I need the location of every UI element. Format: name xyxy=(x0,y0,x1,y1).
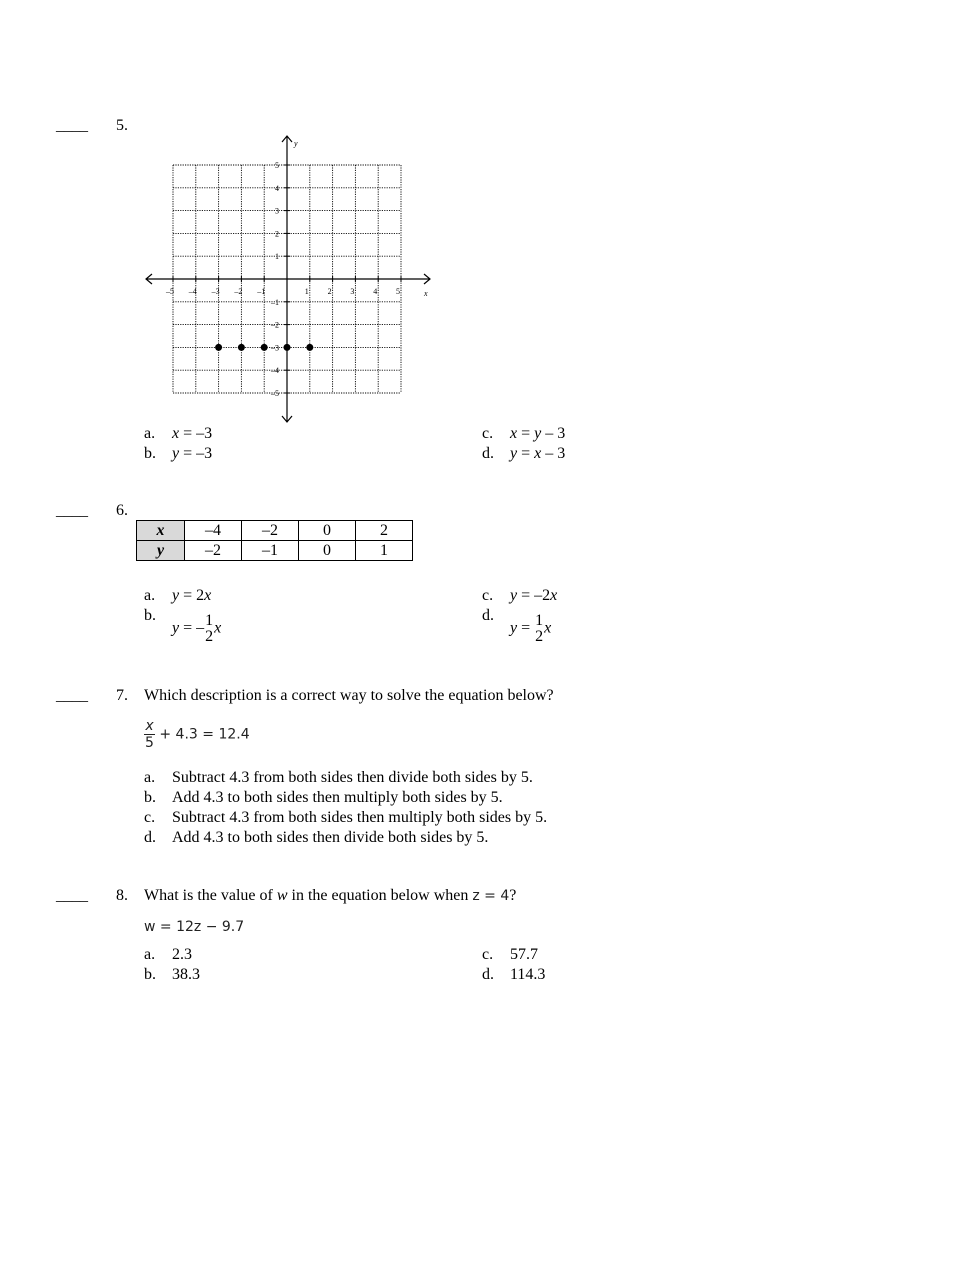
choice-7a[interactable] xyxy=(144,769,533,787)
choice-letter: b. xyxy=(144,607,156,624)
question-number-8: 8. xyxy=(116,887,128,904)
choice-text: – 3 xyxy=(541,425,566,442)
y-tick-label: 1 xyxy=(275,252,279,262)
fraction-denominator: 2 xyxy=(535,628,544,645)
axes xyxy=(146,136,430,422)
choice-8a[interactable] xyxy=(144,946,192,964)
data-point xyxy=(238,344,245,351)
y-tick-label: –1 xyxy=(271,297,279,307)
choice-var: y xyxy=(172,619,180,637)
choice-letter: d. xyxy=(144,829,156,846)
choice-var: x xyxy=(204,587,212,604)
x-tick-label: 2 xyxy=(327,287,332,296)
choice-var: y xyxy=(510,445,518,462)
choice-letter: d. xyxy=(482,966,494,983)
choice-letter: c. xyxy=(482,425,494,442)
x-tick-label: –4 xyxy=(188,287,197,296)
table-cell: –2 xyxy=(185,541,242,561)
choice-7b[interactable] xyxy=(144,789,503,807)
table-row-y xyxy=(137,541,413,561)
fraction-numerator: 1 xyxy=(535,612,544,629)
choice-var: y xyxy=(510,587,518,604)
coordinate-graph xyxy=(140,132,440,427)
question-var: w xyxy=(276,887,288,904)
choice-letter: c. xyxy=(482,946,494,963)
data-point xyxy=(261,344,268,351)
data-point xyxy=(306,344,313,351)
choice-letter: a. xyxy=(144,425,156,442)
choice-text: 38.3 xyxy=(172,966,200,983)
choice-var: x xyxy=(544,619,552,637)
table-header-x: x xyxy=(137,521,185,541)
answer-blank-6[interactable]: ____ xyxy=(56,502,88,519)
choice-5a[interactable] xyxy=(144,425,212,443)
x-tick-label: –2 xyxy=(234,287,243,296)
y-tick-label: –2 xyxy=(271,320,279,330)
choice-text: 2 xyxy=(196,587,205,604)
fraction xyxy=(535,613,543,645)
question-text: in the equation below when xyxy=(287,887,473,904)
y-tick-label: 5 xyxy=(275,161,279,170)
choice-text: = xyxy=(517,445,535,462)
choice-text: = –3 xyxy=(179,445,213,462)
table-cell: –1 xyxy=(242,541,299,561)
y-axis-label: y xyxy=(294,139,298,148)
question-number-7: 7. xyxy=(116,687,128,704)
choice-letter: d. xyxy=(482,607,494,624)
choice-text: = –3 xyxy=(179,425,213,442)
choice-letter: c. xyxy=(144,809,156,826)
choice-letter: c. xyxy=(482,587,494,604)
choice-text: 2.3 xyxy=(172,946,192,963)
x-tick-label: 5 xyxy=(396,287,400,296)
data-point xyxy=(215,344,222,351)
choice-5b[interactable] xyxy=(144,445,212,463)
choice-7c[interactable] xyxy=(144,809,547,827)
fraction-denominator: 5 xyxy=(145,735,154,751)
question-text: ? xyxy=(509,887,517,904)
equation-8: w = 12z − 9.7 xyxy=(144,919,245,935)
choice-letter: b. xyxy=(144,445,156,462)
y-tick-label: –4 xyxy=(271,366,279,376)
choice-6d[interactable] xyxy=(482,607,551,645)
choice-text: = xyxy=(517,587,535,604)
choice-var: x xyxy=(172,425,180,442)
x-axis-label: x xyxy=(424,289,428,298)
table-header-y: y xyxy=(137,541,185,561)
choice-8c[interactable] xyxy=(482,946,538,964)
choice-var: x xyxy=(214,619,222,637)
answer-blank-8[interactable]: ____ xyxy=(56,887,88,904)
x-tick-label: 3 xyxy=(350,287,355,296)
x-tick-labels xyxy=(165,287,400,296)
choice-text: – 3 xyxy=(541,445,566,462)
answer-blank-7[interactable]: ____ xyxy=(56,687,88,704)
choice-letter: a. xyxy=(144,769,156,786)
data-point xyxy=(284,344,291,351)
choice-text: = xyxy=(517,425,535,442)
choice-text: Add 4.3 to both sides then divide both sides by 5. xyxy=(172,829,489,846)
equation-rest: + 4.3 = 12.4 xyxy=(154,726,250,743)
choice-6c[interactable] xyxy=(482,587,557,605)
y-tick-label: 3 xyxy=(275,206,279,216)
choice-var: y xyxy=(534,425,542,442)
choice-letter: a. xyxy=(144,946,156,963)
choice-8b[interactable] xyxy=(144,966,200,984)
y-tick-label: 2 xyxy=(275,229,279,239)
answer-blank-5[interactable]: ____ xyxy=(56,117,88,134)
choice-var: y xyxy=(510,619,518,637)
table-cell: 2 xyxy=(356,521,413,541)
y-tick-label: –3 xyxy=(271,343,279,353)
question-text-7: Which description is a correct way to solve the equation below? xyxy=(144,687,554,704)
fraction-numerator: 1 xyxy=(205,612,214,629)
x-tick-label: 1 xyxy=(304,287,309,296)
choice-var: x xyxy=(550,587,558,604)
question-text-8 xyxy=(144,887,516,905)
choice-letter: b. xyxy=(144,789,156,806)
fraction xyxy=(144,718,155,751)
choice-8d[interactable] xyxy=(482,966,545,984)
choice-6a[interactable] xyxy=(144,587,211,605)
choice-letter: a. xyxy=(144,587,156,604)
choice-var: y xyxy=(172,445,180,462)
table-cell: –4 xyxy=(185,521,242,541)
question-condition: z = 4 xyxy=(472,888,510,904)
y-tick-label: 4 xyxy=(275,183,279,193)
choice-text: Subtract 4.3 from both sides then multiply both sides by 5. xyxy=(172,809,548,826)
choice-letter: d. xyxy=(482,445,494,462)
question-number-6: 6. xyxy=(116,502,128,519)
choice-text: = xyxy=(179,587,197,604)
table-row-x xyxy=(137,521,413,541)
x-tick-label: –3 xyxy=(211,287,220,296)
choice-7d[interactable] xyxy=(144,829,488,847)
table-cell: 0 xyxy=(299,541,356,561)
table-cell: –2 xyxy=(242,521,299,541)
equation-7 xyxy=(144,718,250,751)
table-cell: 1 xyxy=(356,541,413,561)
choice-letter: b. xyxy=(144,966,156,983)
fraction xyxy=(205,613,213,645)
choice-text: Add 4.3 to both sides then multiply both sides by 5. xyxy=(172,789,503,806)
x-tick-label: –5 xyxy=(166,287,174,296)
question-number-5: 5. xyxy=(116,117,128,134)
choice-text: 57.7 xyxy=(510,946,538,963)
choice-text: = – xyxy=(179,619,205,637)
fraction-numerator: x xyxy=(145,718,154,734)
x-tick-label: –1 xyxy=(257,287,266,296)
choice-text: = xyxy=(517,619,535,637)
choice-var: y xyxy=(172,587,180,604)
choice-5d[interactable] xyxy=(482,445,565,463)
question-text: What is the value of xyxy=(144,887,277,904)
choice-text: 114.3 xyxy=(510,966,546,983)
y-tick-label: –5 xyxy=(271,389,279,398)
choice-6b[interactable] xyxy=(144,607,221,645)
choice-var: x xyxy=(510,425,518,442)
xy-table xyxy=(136,520,413,561)
fraction-denominator: 2 xyxy=(205,628,214,645)
choice-text: Subtract 4.3 from both sides then divide both sides by 5. xyxy=(172,769,533,786)
choice-5c[interactable] xyxy=(482,425,565,443)
choice-text: –2 xyxy=(534,587,551,604)
x-tick-label: 4 xyxy=(373,287,378,296)
table-cell: 0 xyxy=(299,521,356,541)
choice-var: x xyxy=(534,445,542,462)
